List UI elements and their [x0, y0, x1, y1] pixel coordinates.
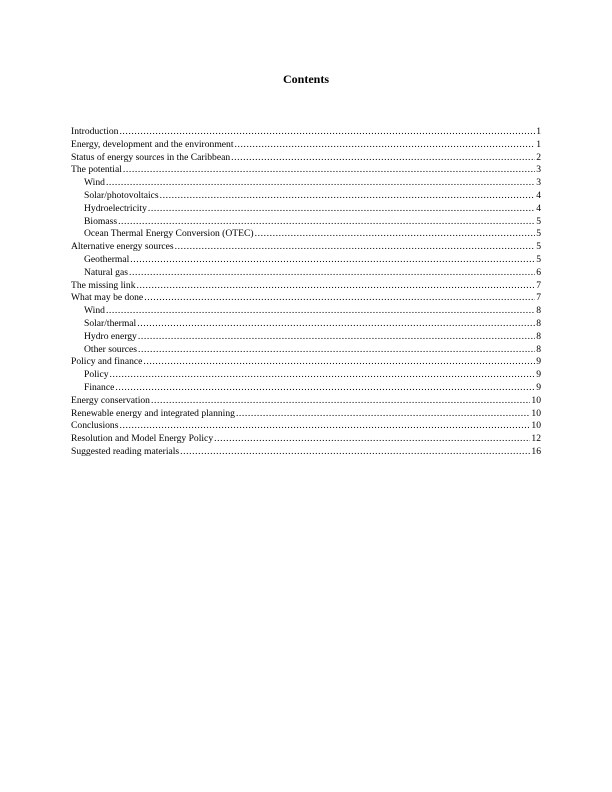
toc-entry[interactable]: [71, 152, 541, 165]
toc-entry-page: 7: [536, 292, 541, 304]
toc-entry[interactable]: [71, 433, 541, 446]
toc-entry-title: Wind: [84, 305, 105, 317]
toc-dot-leader: [138, 344, 535, 357]
toc-dot-leader: [231, 152, 535, 165]
toc-subentry[interactable]: [71, 254, 541, 267]
toc-subentry[interactable]: [71, 216, 541, 229]
toc-entry-page: 16: [531, 445, 541, 457]
toc-entry-page: 5: [536, 215, 541, 227]
toc-entry-title: Hydroelectricity: [84, 202, 147, 214]
toc-entry-page: 5: [536, 241, 541, 253]
toc-entry[interactable]: [71, 164, 541, 177]
toc-entry-title: Hydro energy: [84, 330, 137, 342]
toc-entry-title: What may be done: [71, 292, 144, 304]
toc-entry-title: Wind: [84, 177, 105, 189]
toc-entry-page: 5: [536, 228, 541, 240]
toc-entry-page: 8: [536, 317, 541, 329]
toc-entry-title: Geothermal: [84, 253, 130, 265]
toc-entry-title: Ocean Thermal Energy Conversion (OTEC): [84, 228, 254, 240]
toc-entry[interactable]: [71, 126, 541, 139]
toc-entry-page: 1: [536, 126, 541, 137]
toc-entry-page: 9: [536, 369, 541, 381]
toc-subentry[interactable]: [71, 382, 541, 395]
toc-entry-page: 7: [536, 279, 541, 291]
toc-dot-leader: [123, 164, 535, 177]
toc-subentry[interactable]: [71, 190, 541, 203]
toc-entry[interactable]: [71, 446, 541, 459]
toc-entry[interactable]: [71, 420, 541, 433]
table-of-contents: [71, 126, 541, 459]
toc-entry-page: 12: [531, 433, 541, 445]
toc-entry-title: Solar/thermal: [84, 317, 137, 329]
toc-entry-title: Alternative energy sources: [71, 241, 174, 253]
toc-dot-leader: [151, 395, 530, 408]
toc-entry[interactable]: [71, 408, 541, 421]
toc-entry-title: Policy: [84, 369, 109, 381]
toc-entry-title: Solar/photovoltaics: [84, 189, 159, 201]
toc-entry-title: Policy and finance: [71, 356, 143, 368]
toc-subentry[interactable]: [71, 267, 541, 280]
toc-dot-leader: [106, 305, 535, 318]
toc-entry-title: Status of energy sources in the Caribbean: [71, 151, 231, 163]
toc-entry-page: 2: [536, 151, 541, 163]
toc-dot-leader: [175, 241, 536, 254]
toc-dot-leader: [129, 267, 535, 280]
toc-entry-page: 8: [536, 343, 541, 355]
toc-dot-leader: [144, 292, 535, 305]
toc-entry-title: Renewable energy and integrated planning: [71, 407, 235, 419]
toc-dot-leader: [130, 254, 535, 267]
toc-entry-page: 9: [536, 356, 541, 368]
toc-entry-title: Other sources: [84, 343, 138, 355]
toc-entry[interactable]: [71, 139, 541, 152]
toc-dot-leader: [118, 216, 535, 229]
toc-subentry[interactable]: [71, 203, 541, 216]
toc-entry-page: 3: [536, 177, 541, 189]
toc-dot-leader: [137, 280, 536, 293]
toc-entry-title: Biomass: [84, 215, 118, 227]
toc-entry-page: 8: [536, 330, 541, 342]
toc-entry[interactable]: [71, 280, 541, 293]
toc-subentry[interactable]: [71, 344, 541, 357]
toc-subentry[interactable]: [71, 318, 541, 331]
toc-dot-leader: [110, 369, 536, 382]
toc-subentry[interactable]: [71, 228, 541, 241]
page-title: Contents: [282, 72, 329, 86]
toc-subentry[interactable]: [71, 177, 541, 190]
toc-entry-title: Finance: [84, 381, 115, 393]
toc-dot-leader: [214, 433, 530, 446]
toc-entry-title: Conclusions: [71, 420, 119, 432]
toc-entry-title: Suggested reading materials: [71, 445, 180, 457]
toc-subentry[interactable]: [71, 331, 541, 344]
toc-entry-title: Energy conservation: [71, 394, 150, 406]
toc-entry[interactable]: [71, 356, 541, 369]
toc-entry-page: 9: [536, 381, 541, 393]
toc-dot-leader: [143, 356, 535, 369]
toc-entry-page: 5: [536, 253, 541, 265]
toc-dot-leader: [119, 126, 535, 139]
toc-entry-title: The potential: [71, 164, 122, 176]
toc-entry-title: The missing link: [71, 279, 136, 291]
toc-entry-title: Introduction: [71, 126, 119, 137]
toc-entry-page: 10: [531, 407, 541, 419]
toc-subentry[interactable]: [71, 305, 541, 318]
toc-dot-leader: [255, 228, 536, 241]
toc-entry-page: 10: [531, 394, 541, 406]
toc-dot-leader: [180, 446, 530, 459]
toc-entry-page: 8: [536, 305, 541, 317]
toc-entry-page: 4: [536, 189, 541, 201]
toc-dot-leader: [115, 382, 535, 395]
toc-entry-page: 6: [536, 266, 541, 278]
toc-entry[interactable]: [71, 395, 541, 408]
toc-entry-page: 4: [536, 202, 541, 214]
toc-entry-title: Resolution and Model Energy Policy: [71, 433, 214, 445]
toc-dot-leader: [119, 420, 530, 433]
toc-dot-leader: [160, 190, 536, 203]
toc-entry-page: 3: [536, 164, 541, 176]
toc-entry[interactable]: [71, 292, 541, 305]
toc-dot-leader: [148, 203, 535, 216]
toc-dot-leader: [106, 177, 535, 190]
toc-entry-page: 10: [531, 420, 541, 432]
toc-entry-title: Energy, development and the environment: [71, 138, 234, 150]
toc-dot-leader: [138, 331, 535, 344]
toc-entry-page: 1: [536, 138, 541, 150]
toc-dot-leader: [235, 139, 536, 152]
toc-entry[interactable]: [71, 241, 541, 254]
toc-subentry[interactable]: [71, 369, 541, 382]
toc-dot-leader: [236, 408, 530, 421]
toc-dot-leader: [137, 318, 535, 331]
toc-entry-title: Natural gas: [84, 266, 128, 278]
